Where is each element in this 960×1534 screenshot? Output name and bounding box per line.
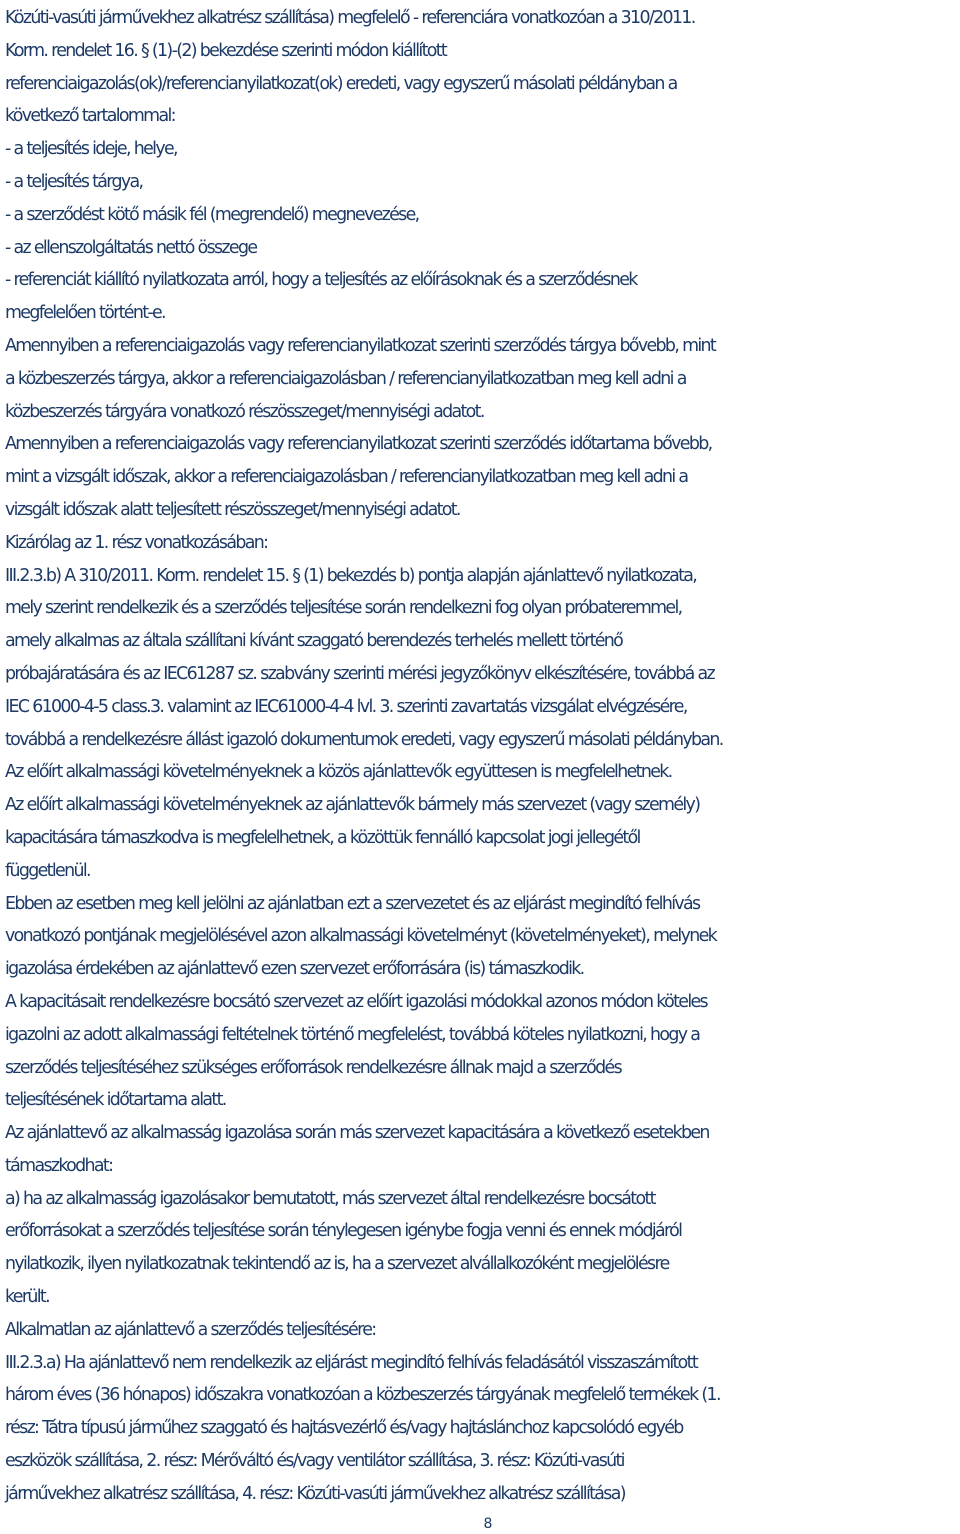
text-line: kapacitására támaszkodva is megfelelhetnek, a közöttük fennálló kapcsolat jogi jellegétől xyxy=(5,827,640,848)
text-line: függetlenül. xyxy=(5,860,90,881)
text-line: Alkalmatlan az ajánlattevő a szerződés teljesítésére: xyxy=(5,1319,376,1340)
text-line: - a szerződést kötő másik fél (megrendelő) megnevezése, xyxy=(5,204,419,225)
text-line: igazolni az adott alkalmassági feltételnek történő megfelelést, továbbá köteles nyilatkozni, hogy a xyxy=(5,1024,700,1045)
text-line: Az előírt alkalmassági követelményeknek a közös ajánlattevők együttesen is megfelelhetnek. xyxy=(5,762,672,783)
text-line: Az előírt alkalmassági követelményeknek az ajánlattevők bármely más szervezet (vagy személy) xyxy=(5,795,700,816)
text-line: referenciaigazolás(ok)/referencianyilatkozat(ok) eredeti, vagy egyszerű másolati példányban a xyxy=(5,73,677,94)
text-line: a) ha az alkalmasság igazolásakor bemutatott, más szervezet által rendelkezésre bocsátott xyxy=(5,1188,655,1209)
text-line: került. xyxy=(5,1287,49,1308)
text-line: III.2.3.b) A 310/2011. Korm. rendelet 15. § (1) bekezdés b) pontja alapján ajánlattevő nyilatkozata, xyxy=(5,565,697,586)
text-line: Kizárólag az 1. rész vonatkozásában: xyxy=(5,532,268,553)
text-line: igazolása érdekében az ajánlattevő ezen szervezet erőforrására (is) támaszkodik. xyxy=(5,959,584,980)
text-line: amely alkalmas az általa szállítani kívánt szaggató berendezés terhelés mellett történő xyxy=(5,631,623,652)
text-line: rész: Tátra típusú járműhez szaggató és hajtásvezérlő és/vagy hajtáslánchoz kapcsolódó egyéb xyxy=(5,1418,683,1439)
text-line: - referenciát kiállító nyilatkozata arról, hogy a teljesítés az előírásoknak és a szerződésnek xyxy=(5,270,637,291)
text-line: három éves (36 hónapos) időszakra vonatkozóan a közbeszerzés tárgyának megfelelő termékek (1. xyxy=(5,1385,720,1406)
text-line: járművekhez alkatrész szállítása, 4. rész: Közúti-vasúti járművekhez alkatrész szállítása) xyxy=(5,1483,625,1504)
text-line: Amennyiben a referenciaigazolás vagy referencianyilatkozat szerinti szerződés időtartama bővebb, xyxy=(5,434,712,455)
text-line: vizsgált időszak alatt teljesített részösszeget/mennyiségi adatot. xyxy=(5,499,460,520)
text-line: Az ajánlattevő az alkalmasság igazolása során más szervezet kapacitására a következő esetekben xyxy=(5,1123,709,1144)
text-line: A kapacitásait rendelkezésre bocsátó szervezet az előírt igazolási módokkal azonos módon köteles xyxy=(5,991,707,1012)
text-line: mint a vizsgált időszak, akkor a referenciaigazolásban / referencianyilatkozatban meg kell adni a xyxy=(5,467,688,488)
text-line: próbajáratására és az IEC61287 sz. szabvány szerinti mérési jegyzőkönyv elkészítésére, továbbá az xyxy=(5,663,714,684)
text-line: teljesítésének időtartama alatt. xyxy=(5,1090,226,1111)
text-line: III.2.3.a) Ha ajánlattevő nem rendelkezik az eljárást megindító felhívás feladásától visszaszámított xyxy=(5,1352,698,1373)
text-line: következő tartalommal: xyxy=(5,106,175,127)
text-line: Közúti-vasúti járművekhez alkatrész szállítása) megfelelő - referenciára vonatkozóan a 310/2011. xyxy=(5,8,695,28)
text-line: Korm. rendelet 16. § (1)-(2) bekezdése szerinti módon kiállított xyxy=(5,40,447,61)
text-line: Ebben az esetben meg kell jelölni az ajánlatban ezt a szervezetet és az eljárást megindító felhívás xyxy=(5,893,700,914)
text-line: nyilatkozik, ilyen nyilatkozatnak tekintendő az is, ha a szervezet alvállalkozóként megjelölésre xyxy=(5,1254,669,1275)
text-line: - a teljesítés ideje, helye, xyxy=(5,139,177,160)
text-line: megfelelően történt-e. xyxy=(5,303,165,324)
text-line: - a teljesítés tárgya, xyxy=(5,171,143,192)
text-line: eszközök szállítása, 2. rész: Mérőváltó és/vagy ventilátor szállítása, 3. rész: Közúti-vasúti xyxy=(5,1451,624,1472)
text-line: IEC 61000-4-5 class.3. valamint az IEC61000-4-4 lvl. 3. szerinti zavartatás vizsgálat elvégzésére, xyxy=(5,696,687,717)
text-line: a közbeszerzés tárgya, akkor a referenciaigazolásban / referencianyilatkozatban meg kell adni a xyxy=(5,368,686,389)
page-number: 8 xyxy=(483,1516,493,1532)
text-line: mely szerint rendelkezik és a szerződés teljesítése során rendelkezni fog olyan próbateremmel, xyxy=(5,598,682,619)
text-line: Amennyiben a referenciaigazolás vagy referencianyilatkozat szerinti szerződés tárgya bővebb, mint xyxy=(5,335,716,356)
document-body xyxy=(5,2,957,1511)
text-line: - az ellenszolgáltatás nettó összege xyxy=(5,237,257,258)
text-line: közbeszerzés tárgyára vonatkozó részösszeget/mennyiségi adatot. xyxy=(5,401,484,422)
text-line: vonatkozó pontjának megjelölésével azon alkalmassági követelményt (követelményeket), melynek xyxy=(5,926,717,947)
text-line: továbbá a rendelkezésre állást igazoló dokumentumok eredeti, vagy egyszerű másolati példányban. xyxy=(5,729,723,750)
text-line: támaszkodhat: xyxy=(5,1155,113,1176)
text-line: erőforrásokat a szerződés teljesítése során ténylegesen igénybe fogja venni és ennek módjáról xyxy=(5,1221,682,1242)
text-line: szerződés teljesítéséhez szükséges erőforrások rendelkezésre állnak majd a szerződés xyxy=(5,1057,622,1078)
